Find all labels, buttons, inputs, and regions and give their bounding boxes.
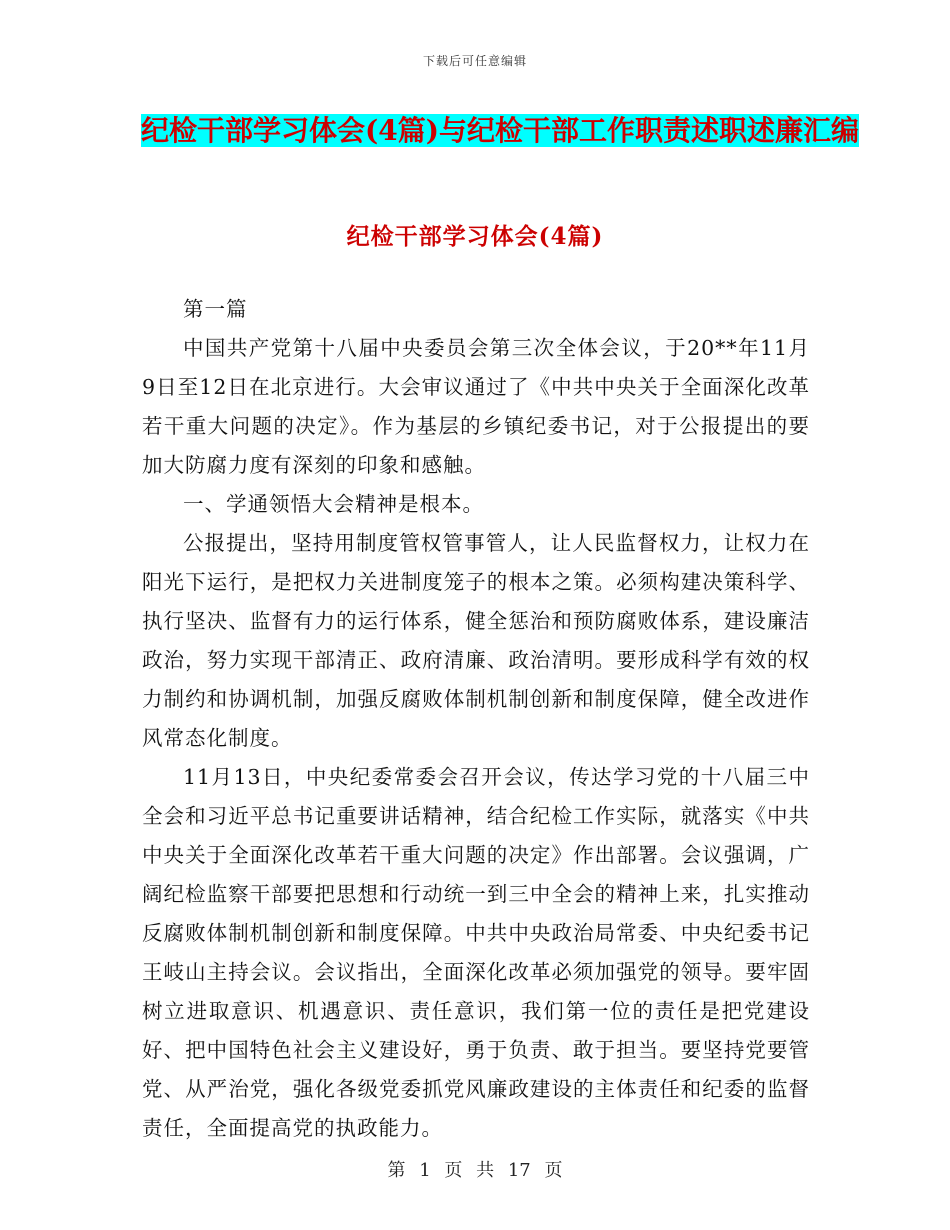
paragraph: 11月13日，中央纪委常委会召开会议，传达学习党的十八届三中全会和习近平总书记重要讲话精神，结合纪检工作实际，就落实《中共中央关于全面深化改革若干重大问题的决定》作出部署。会议强调，广阔纪检监察干部要把思想和行动统一到三中全会的精神上来，扎实推动反腐败体制机制创新和制度保障。中共中央政治局常委、中央纪委书记王岐山主持会议。会议指出，全面深化改革必须加强党的领导。要牢固树立进取意识、机遇意识、责任意识，我们第一位的责任是把党建设好、把中国特色社会主义建设好，勇于负责、敢于担当。要坚持党要管党、从严治党，强化各级党委抓党风廉政建设的主体责任和纪委的监督责任，全面提高党的执政能力。 <box>142 765 810 1140</box>
paragraph: 中国共产党第十八届中央委员会第三次全体会议，于20**年11月9日至12日在北京进行。大会审议通过了《中共中央关于全面深化改革若干重大问题的决定》。作为基层的乡镇纪委书记，对于公报提出的要加大防腐力度有深刻的印象和感触。 <box>142 336 810 477</box>
header-note: 下载后可任意编辑 <box>422 54 527 68</box>
paragraph-subheading: 一、学通领悟大会精神是根本。 <box>183 492 484 516</box>
section-title: 纪检干部学习体会(4篇) <box>346 223 604 250</box>
document-body <box>142 290 810 1148</box>
paragraph-heading: 第一篇 <box>183 297 248 321</box>
document-title <box>140 106 860 156</box>
page-number: 第 1 页 共 17 页 <box>387 1160 563 1181</box>
document-title-text: 纪检干部学习体会(4篇)与纪检干部工作职责述职述廉汇编 <box>141 114 859 147</box>
paragraph: 公报提出，坚持用制度管权管事管人，让人民监督权力，让权力在阳光下运行，是把权力关进制度笼子的根本之策。必须构建决策科学、执行坚决、监督有力的运行体系，健全惩治和预防腐败体系，建设廉洁政治，努力实现干部清正、政府清廉、政治清明。要形成科学有效的权力制约和协调机制，加强反腐败体制机制创新和制度保障，健全改进作风常态化制度。 <box>142 531 810 750</box>
